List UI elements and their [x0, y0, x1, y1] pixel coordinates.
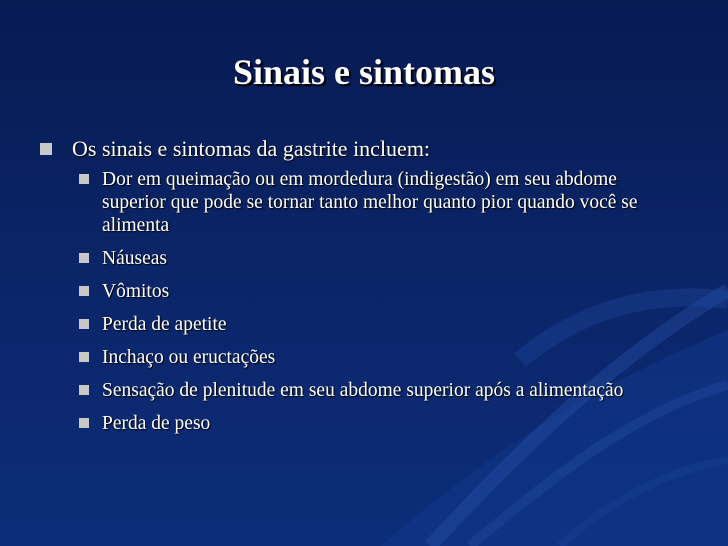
list-item [40, 280, 680, 303]
list-item [40, 168, 680, 237]
square-bullet-icon [79, 286, 89, 296]
square-bullet-icon [79, 352, 89, 362]
square-bullet-icon [79, 418, 89, 428]
list-item-text: Vômitos [102, 281, 170, 302]
list-item-text: Perda de apetite [102, 314, 227, 335]
list-item-text: Sensação de plenitude em seu abdome superior após a alimentação [102, 380, 624, 401]
list-item-text: Náuseas [102, 248, 167, 269]
bullet-content [40, 136, 680, 445]
list-item-text: Dor em queimação ou em mordedura (indigestão) em seu abdome superior que pode se tornar tanto melhor quanto pior quando você se alimenta [102, 169, 638, 236]
square-bullet-icon [79, 174, 89, 184]
list-item [40, 313, 680, 336]
list-item-text: Inchaço ou eructações [102, 347, 276, 368]
square-bullet-icon [40, 143, 52, 155]
list-item [40, 412, 680, 435]
list-item [40, 379, 680, 402]
square-bullet-icon [79, 253, 89, 263]
intro-text: Os sinais e sintomas da gastrite incluem: [72, 136, 431, 161]
slide-title: Sinais e sintomas [232, 52, 496, 92]
intro-bullet [40, 136, 680, 162]
symptom-list [40, 168, 680, 435]
list-item [40, 346, 680, 369]
list-item [40, 247, 680, 270]
square-bullet-icon [79, 319, 89, 329]
square-bullet-icon [79, 385, 89, 395]
list-item-text: Perda de peso [102, 413, 211, 434]
